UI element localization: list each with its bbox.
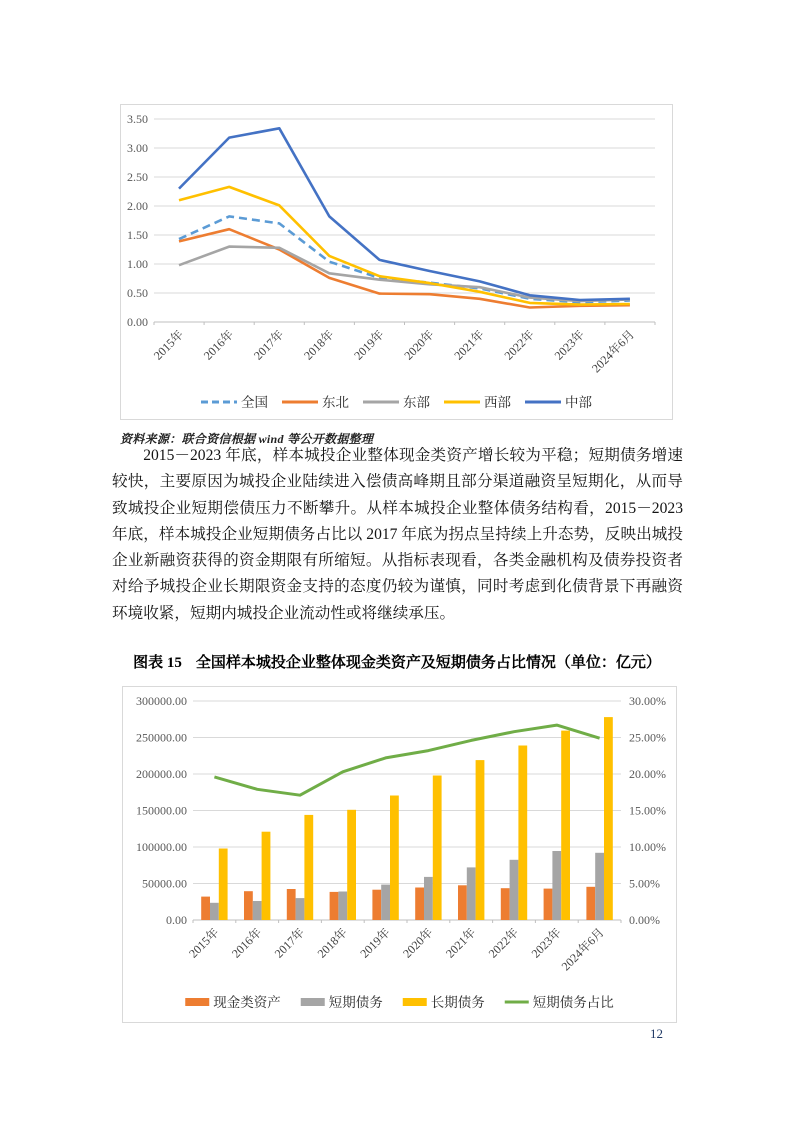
svg-text:2022年: 2022年 (485, 925, 522, 961)
body-paragraph: 2015－2023 年底，样本城投企业整体现金类资产增长较为平稳；短期债务增速较快，主要原因为城投企业陆续进入偿债高峰期且部分渠道融资呈短期化，从而导致城投企业短期偿债压力不断攀升。从样本城投企业整体债务结构看，2015－2023 年底，样本城投企业短期债务占比以 2017 年底为拐点呈持续上升态势，反映出城投企业新融资获得的资金期限有所缩短。从指标表现看，各类金融机构及债券投资者对给予城投企业长期限资金支持的态度仍较为谨慎，同时考虑到化债背景下再融资环境收紧，短期内城投企业流动性或将继续承压。 (112, 447, 683, 622)
svg-text:2016年: 2016年 (228, 925, 265, 961)
svg-text:短期债务: 短期债务 (328, 995, 383, 1010)
svg-text:2.50: 2.50 (127, 170, 148, 184)
svg-text:2024年6月: 2024年6月 (558, 925, 607, 974)
svg-text:2023年: 2023年 (528, 925, 564, 961)
svg-text:2019年: 2019年 (351, 327, 387, 363)
svg-text:2017年: 2017年 (251, 327, 287, 363)
svg-text:0.50: 0.50 (127, 286, 148, 300)
svg-text:2020年: 2020年 (400, 925, 436, 961)
svg-text:0.00: 0.00 (127, 315, 148, 329)
svg-text:50000.00: 50000.00 (142, 876, 187, 891)
svg-text:1.00: 1.00 (127, 257, 148, 271)
svg-text:2018年: 2018年 (314, 925, 350, 961)
svg-text:东北: 东北 (322, 395, 349, 410)
svg-text:30.00%: 30.00% (629, 694, 666, 708)
svg-text:2020年: 2020年 (401, 327, 437, 363)
figure15-label: 图表 15 (133, 655, 182, 671)
source-note: 资料来源：联合资信根据 wind 等公开数据整理 (120, 432, 374, 446)
svg-text:25.00%: 25.00% (629, 730, 666, 745)
svg-text:150000.00: 150000.00 (136, 803, 187, 818)
svg-text:2019年: 2019年 (357, 925, 393, 961)
svg-text:250000.00: 250000.00 (136, 730, 187, 745)
svg-text:2022年: 2022年 (501, 327, 537, 363)
svg-text:现金类资产: 现金类资产 (213, 995, 281, 1010)
svg-text:10.00%: 10.00% (629, 840, 666, 854)
svg-text:2021年: 2021年 (451, 327, 487, 363)
svg-text:2023年: 2023年 (551, 327, 587, 363)
svg-text:2018年: 2018年 (301, 327, 337, 363)
svg-text:2015年: 2015年 (186, 925, 222, 961)
svg-text:0.00: 0.00 (166, 913, 187, 927)
svg-text:2015年: 2015年 (150, 327, 187, 363)
svg-text:全国: 全国 (241, 395, 268, 410)
svg-text:2024年6月: 2024年6月 (588, 327, 638, 376)
svg-text:长期债务: 长期债务 (430, 995, 485, 1010)
svg-text:东部: 东部 (403, 395, 430, 410)
svg-text:300000.00: 300000.00 (136, 694, 187, 708)
svg-text:2021年: 2021年 (442, 925, 479, 961)
svg-text:3.50: 3.50 (127, 112, 148, 126)
svg-text:15.00%: 15.00% (629, 803, 666, 818)
cash-debt-combo-chart (123, 687, 676, 1022)
svg-text:2016年: 2016年 (200, 327, 237, 363)
svg-text:3.00: 3.00 (127, 141, 148, 155)
svg-text:西部: 西部 (484, 395, 511, 410)
svg-text:5.00%: 5.00% (629, 876, 660, 891)
svg-text:0.00%: 0.00% (629, 913, 660, 927)
svg-text:短期债务占比: 短期债务占比 (532, 995, 614, 1010)
figure15-chart-box (122, 686, 677, 1023)
svg-text:20.00%: 20.00% (629, 767, 666, 781)
figure15-title-text: 全国样本城投企业整体现金类资产及短期债务占比情况（单位：亿元） (195, 655, 661, 671)
regional-ratio-chart-box (120, 104, 673, 420)
regional-short-debt-ratio-line-chart (121, 105, 672, 419)
svg-text:1.50: 1.50 (127, 228, 148, 242)
svg-text:中部: 中部 (565, 395, 592, 410)
svg-text:200000.00: 200000.00 (136, 767, 187, 781)
svg-text:2.00: 2.00 (127, 199, 148, 213)
svg-text:2017年: 2017年 (271, 925, 308, 961)
figure15-title (0, 651, 794, 672)
page-number: 12 (650, 1026, 663, 1041)
svg-text:100000.00: 100000.00 (136, 840, 187, 854)
